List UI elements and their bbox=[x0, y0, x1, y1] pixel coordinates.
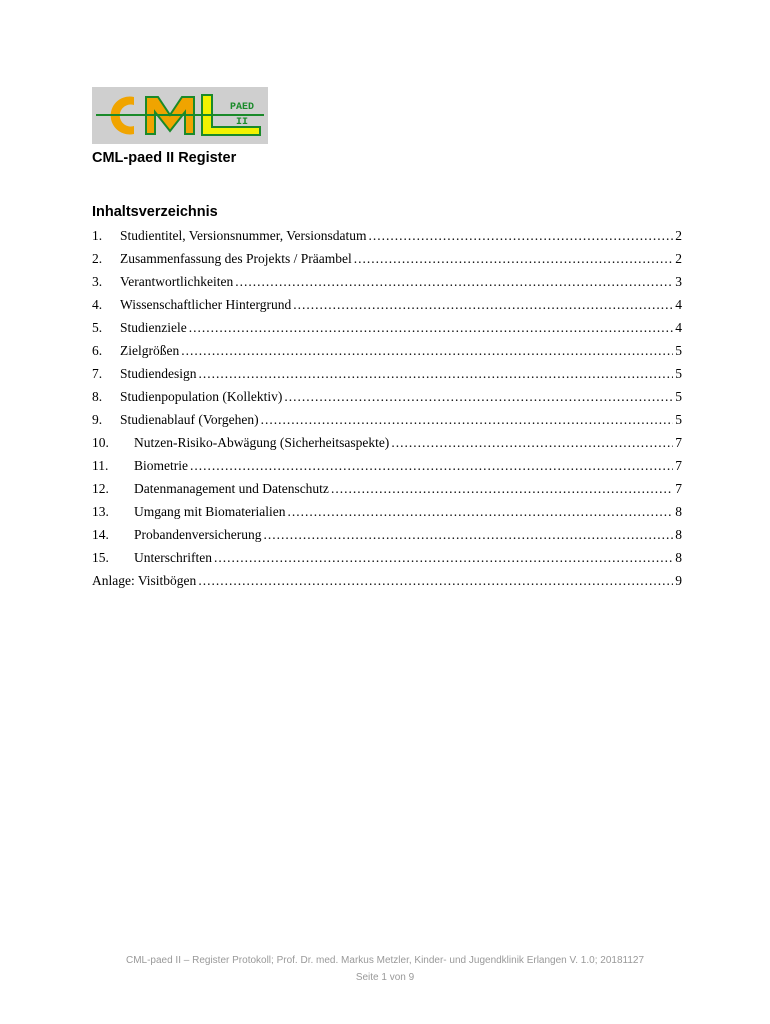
toc-leader-dots bbox=[263, 523, 673, 546]
toc-entry-page: 2 bbox=[675, 251, 682, 266]
toc-entry-label: Nutzen-Risiko-Abwägung (Sicherheitsaspekte) bbox=[134, 435, 390, 450]
footer-text: CML-paed II – Register Protokoll; Prof. Dr. med. Markus Metzler, Kinder- und Jugendklinik Erlangen V. 1.0; 20181127 bbox=[125, 955, 645, 966]
toc-entry-page: 8 bbox=[675, 550, 682, 565]
toc-entry[interactable] bbox=[92, 247, 682, 270]
toc-entry-label: Probandenversicherung bbox=[134, 527, 262, 542]
toc-entry-number: 9. bbox=[92, 412, 103, 427]
toc-entry-label: Studienpopulation (Kollektiv) bbox=[120, 389, 283, 404]
toc-entry-number: 1. bbox=[92, 228, 103, 243]
toc-entry-page: 7 bbox=[675, 458, 682, 473]
toc-entry-label: Datenmanagement und Datenschutz bbox=[134, 481, 329, 496]
toc-entry-label: Unterschriften bbox=[134, 550, 212, 565]
toc-entry-page: 9 bbox=[675, 573, 682, 588]
toc-entry[interactable] bbox=[92, 339, 682, 362]
toc-entry[interactable] bbox=[92, 569, 682, 592]
toc-entry-label: Wissenschaftlicher Hintergrund bbox=[120, 297, 292, 312]
toc-entry-label: Umgang mit Biomaterialien bbox=[134, 504, 286, 519]
table-of-contents bbox=[92, 224, 682, 592]
toc-leader-dots bbox=[189, 316, 674, 339]
toc-entry-number: 11. bbox=[92, 458, 109, 473]
toc-entry-page: 5 bbox=[675, 366, 682, 381]
toc-entry-page: 7 bbox=[675, 435, 682, 450]
toc-entry-number: 7. bbox=[92, 366, 103, 381]
toc-entry[interactable] bbox=[92, 270, 682, 293]
toc-entry[interactable] bbox=[92, 224, 682, 247]
toc-entry-page: 8 bbox=[675, 527, 682, 542]
page-indicator: Seite 1 von 9 bbox=[355, 972, 415, 983]
toc-entry-number: 4. bbox=[92, 297, 103, 312]
toc-entry-page: 3 bbox=[675, 274, 682, 289]
toc-entry[interactable] bbox=[92, 362, 682, 385]
toc-entry-label: Studientitel, Versionsnummer, Versionsdatum bbox=[120, 228, 367, 243]
toc-entry[interactable] bbox=[92, 431, 682, 454]
document-title: CML-paed II Register bbox=[92, 150, 237, 166]
toc-leader-dots bbox=[181, 339, 673, 362]
toc-entry-page: 5 bbox=[675, 343, 682, 358]
toc-entry[interactable] bbox=[92, 385, 682, 408]
toc-leader-dots bbox=[287, 500, 673, 523]
toc-entry[interactable] bbox=[92, 546, 682, 569]
toc-leader-dots bbox=[261, 408, 674, 431]
toc-leader-dots bbox=[368, 224, 673, 247]
toc-entry-number: 10. bbox=[92, 435, 109, 450]
toc-entry[interactable] bbox=[92, 293, 682, 316]
cml-paed-logo bbox=[92, 87, 268, 144]
toc-entry-label: Studienablauf (Vorgehen) bbox=[120, 412, 259, 427]
toc-entry-number: 2. bbox=[92, 251, 103, 266]
toc-entry-number: 3. bbox=[92, 274, 103, 289]
toc-entry[interactable] bbox=[92, 500, 682, 523]
toc-leader-dots bbox=[214, 546, 673, 569]
toc-entry-label: Studiendesign bbox=[120, 366, 197, 381]
toc-entry-number: 12. bbox=[92, 481, 109, 496]
toc-entry[interactable] bbox=[92, 477, 682, 500]
toc-entry-label: Zusammenfassung des Projekts / Präambel bbox=[120, 251, 352, 266]
toc-entry-page: 7 bbox=[675, 481, 682, 496]
toc-leader-dots bbox=[198, 569, 673, 592]
toc-entry-number: 15. bbox=[92, 550, 109, 565]
toc-entry-number: 13. bbox=[92, 504, 109, 519]
toc-entry[interactable] bbox=[92, 454, 682, 477]
svg-text:II: II bbox=[236, 117, 249, 128]
toc-leader-dots bbox=[354, 247, 674, 270]
toc-entry-label: Studienziele bbox=[120, 320, 187, 335]
toc-entry-label: Biometrie bbox=[134, 458, 188, 473]
toc-entry-page: 8 bbox=[675, 504, 682, 519]
toc-leader-dots bbox=[199, 362, 674, 385]
toc-leader-dots bbox=[391, 431, 673, 454]
toc-entry-label: Anlage: Visitbögen bbox=[92, 573, 197, 588]
toc-leader-dots bbox=[284, 385, 673, 408]
toc-entry-page: 5 bbox=[675, 389, 682, 404]
toc-entry[interactable] bbox=[92, 316, 682, 339]
toc-entry-page: 5 bbox=[675, 412, 682, 427]
toc-leader-dots bbox=[235, 270, 673, 293]
toc-entry-number: 14. bbox=[92, 527, 109, 542]
toc-entry-label: Zielgrößen bbox=[120, 343, 180, 358]
toc-entry[interactable] bbox=[92, 408, 682, 431]
toc-entry-number: 6. bbox=[92, 343, 103, 358]
svg-text:PAED: PAED bbox=[230, 102, 255, 113]
toc-entry-number: 5. bbox=[92, 320, 103, 335]
toc-entry-number: 8. bbox=[92, 389, 103, 404]
toc-entry-label: Verantwortlichkeiten bbox=[120, 274, 234, 289]
toc-entry[interactable] bbox=[92, 523, 682, 546]
toc-leader-dots bbox=[293, 293, 673, 316]
toc-entry-page: 2 bbox=[675, 228, 682, 243]
toc-entry-page: 4 bbox=[675, 320, 682, 335]
toc-leader-dots bbox=[190, 454, 673, 477]
toc-heading: Inhaltsverzeichnis bbox=[92, 204, 218, 220]
toc-leader-dots bbox=[331, 477, 673, 500]
toc-entry-page: 4 bbox=[675, 297, 682, 312]
